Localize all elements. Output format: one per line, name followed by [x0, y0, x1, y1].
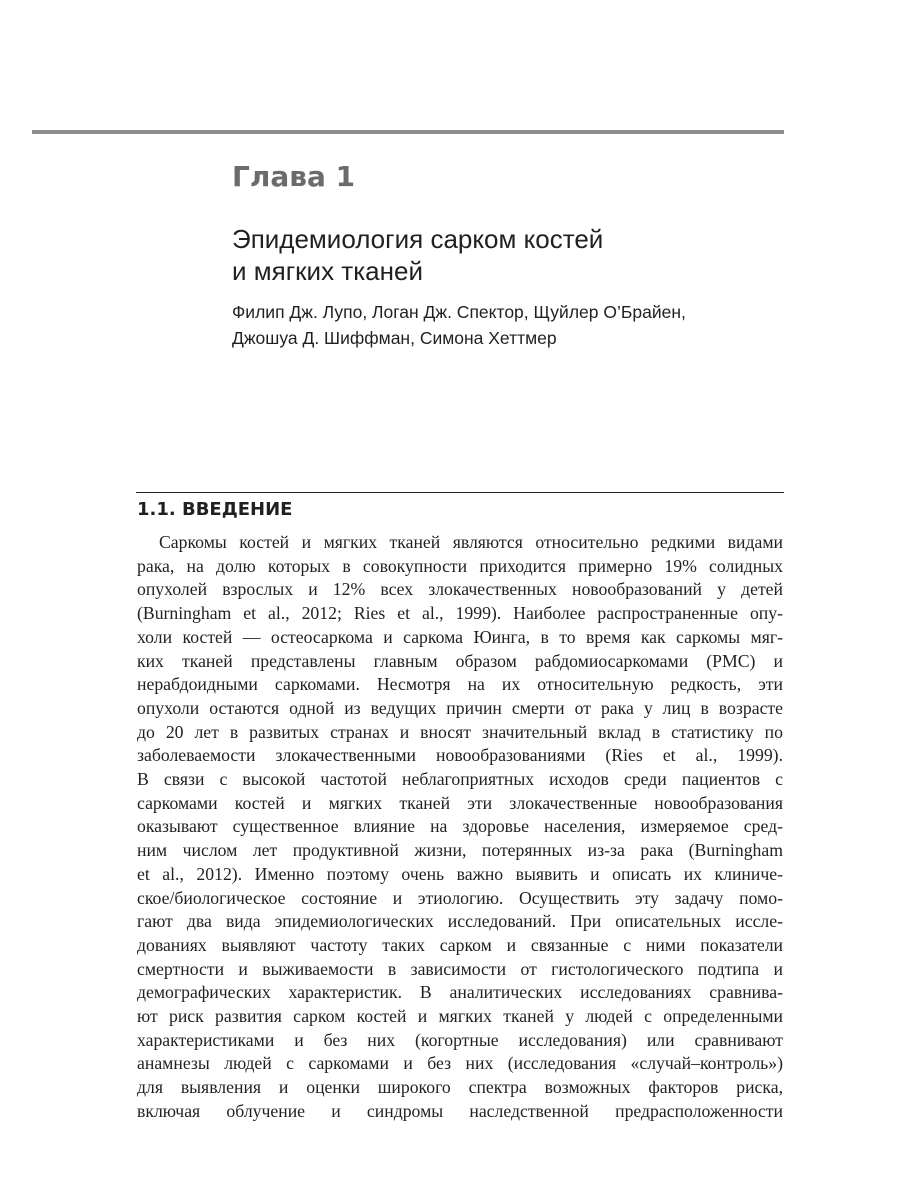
- section-heading: 1.1. ВВЕДЕНИЕ: [137, 499, 293, 520]
- chapter-title-line: и мягких тканей: [232, 256, 423, 286]
- text-line: характеристиками и без них (когортные исследования) или сравнивают: [137, 1029, 783, 1050]
- authors-line: Филип Дж. Лупо, Логан Дж. Спектор, Щуйлер О’Брайен,: [232, 302, 686, 322]
- authors-line: Джошуа Д. Шиффман, Симона Хеттмер: [232, 328, 557, 348]
- text-line: для выявления и оценки широкого спектра возможных факторов риска,: [137, 1077, 783, 1098]
- text-line: гают два вида эпидемиологических исследований. При описательных иссле-: [137, 911, 783, 932]
- text-line: анамнезы людей с саркомами и без них (исследования «случай–контроль»): [137, 1053, 783, 1074]
- text-line: саркомами костей и мягких тканей эти злокачественные новообразования: [137, 792, 783, 813]
- text-line: опухоли остаются одной из ведущих причин смерти от рака у лиц в возрасте: [137, 697, 783, 718]
- text-line: смертности и выживаемости в зависимости от гистологического подтипа и: [137, 958, 783, 979]
- text-line: рака, на долю которых в совокупности приходится примерно 19% солидных: [137, 555, 783, 576]
- chapter-title-line: Эпидемиология сарком костей: [232, 224, 604, 254]
- chapter-number: Глава 1: [232, 160, 356, 193]
- text-line: ское/биологическое состояние и этиологию. Осуществить эту задачу помо-: [137, 887, 783, 908]
- text-line: заболеваемости злокачественными новообразованиями (Ries et al., 1999).: [137, 745, 783, 766]
- text-line: дованиях выявляют частоту таких сарком и связанные с ними показатели: [137, 934, 783, 955]
- text-line: Саркомы костей и мягких тканей являются относительно редкими видами: [159, 532, 783, 552]
- text-line: ют риск развития сарком костей и мягких тканей у людей с определенными: [137, 1006, 783, 1027]
- body-paragraph: [137, 531, 783, 1124]
- text-line: et al., 2012). Именно поэтому очень важно выявить и описать их клиниче-: [137, 863, 783, 884]
- chapter-authors: [232, 299, 686, 351]
- text-line: холи костей — остеосаркома и саркома Юинга, в то время как саркомы мяг-: [137, 626, 783, 647]
- chapter-title: [232, 223, 603, 287]
- text-line: включая облучение и синдромы наследственной предрасположенности: [137, 1100, 783, 1121]
- chapter-top-rule: [32, 130, 784, 134]
- section-rule: [136, 492, 784, 493]
- text-line: ких тканей представлены главным образом рабдомиосаркомами (РМС) и: [137, 650, 783, 671]
- text-line: нерабдоидными саркомами. Несмотря на их относительную редкость, эти: [137, 674, 783, 695]
- text-line: опухолей взрослых и 12% всех злокачественных новообразований у детей: [137, 579, 783, 600]
- text-line: В связи с высокой частотой неблагоприятных исходов среди пациентов с: [137, 769, 783, 790]
- text-line: до 20 лет в развитых странах и вносят значительный вклад в статистику по: [137, 721, 783, 742]
- text-line: оказывают существенное влияние на здоровье населения, измеряемое сред-: [137, 816, 783, 837]
- text-line: демографических характеристик. В аналитических исследованиях сравнива-: [137, 982, 783, 1003]
- text-line: (Burningham et al., 2012; Ries et al., 1999). Наиболее распространенные опу-: [137, 603, 783, 624]
- text-line: ним числом лет продуктивной жизни, потерянных из-за рака (Burningham: [137, 840, 783, 861]
